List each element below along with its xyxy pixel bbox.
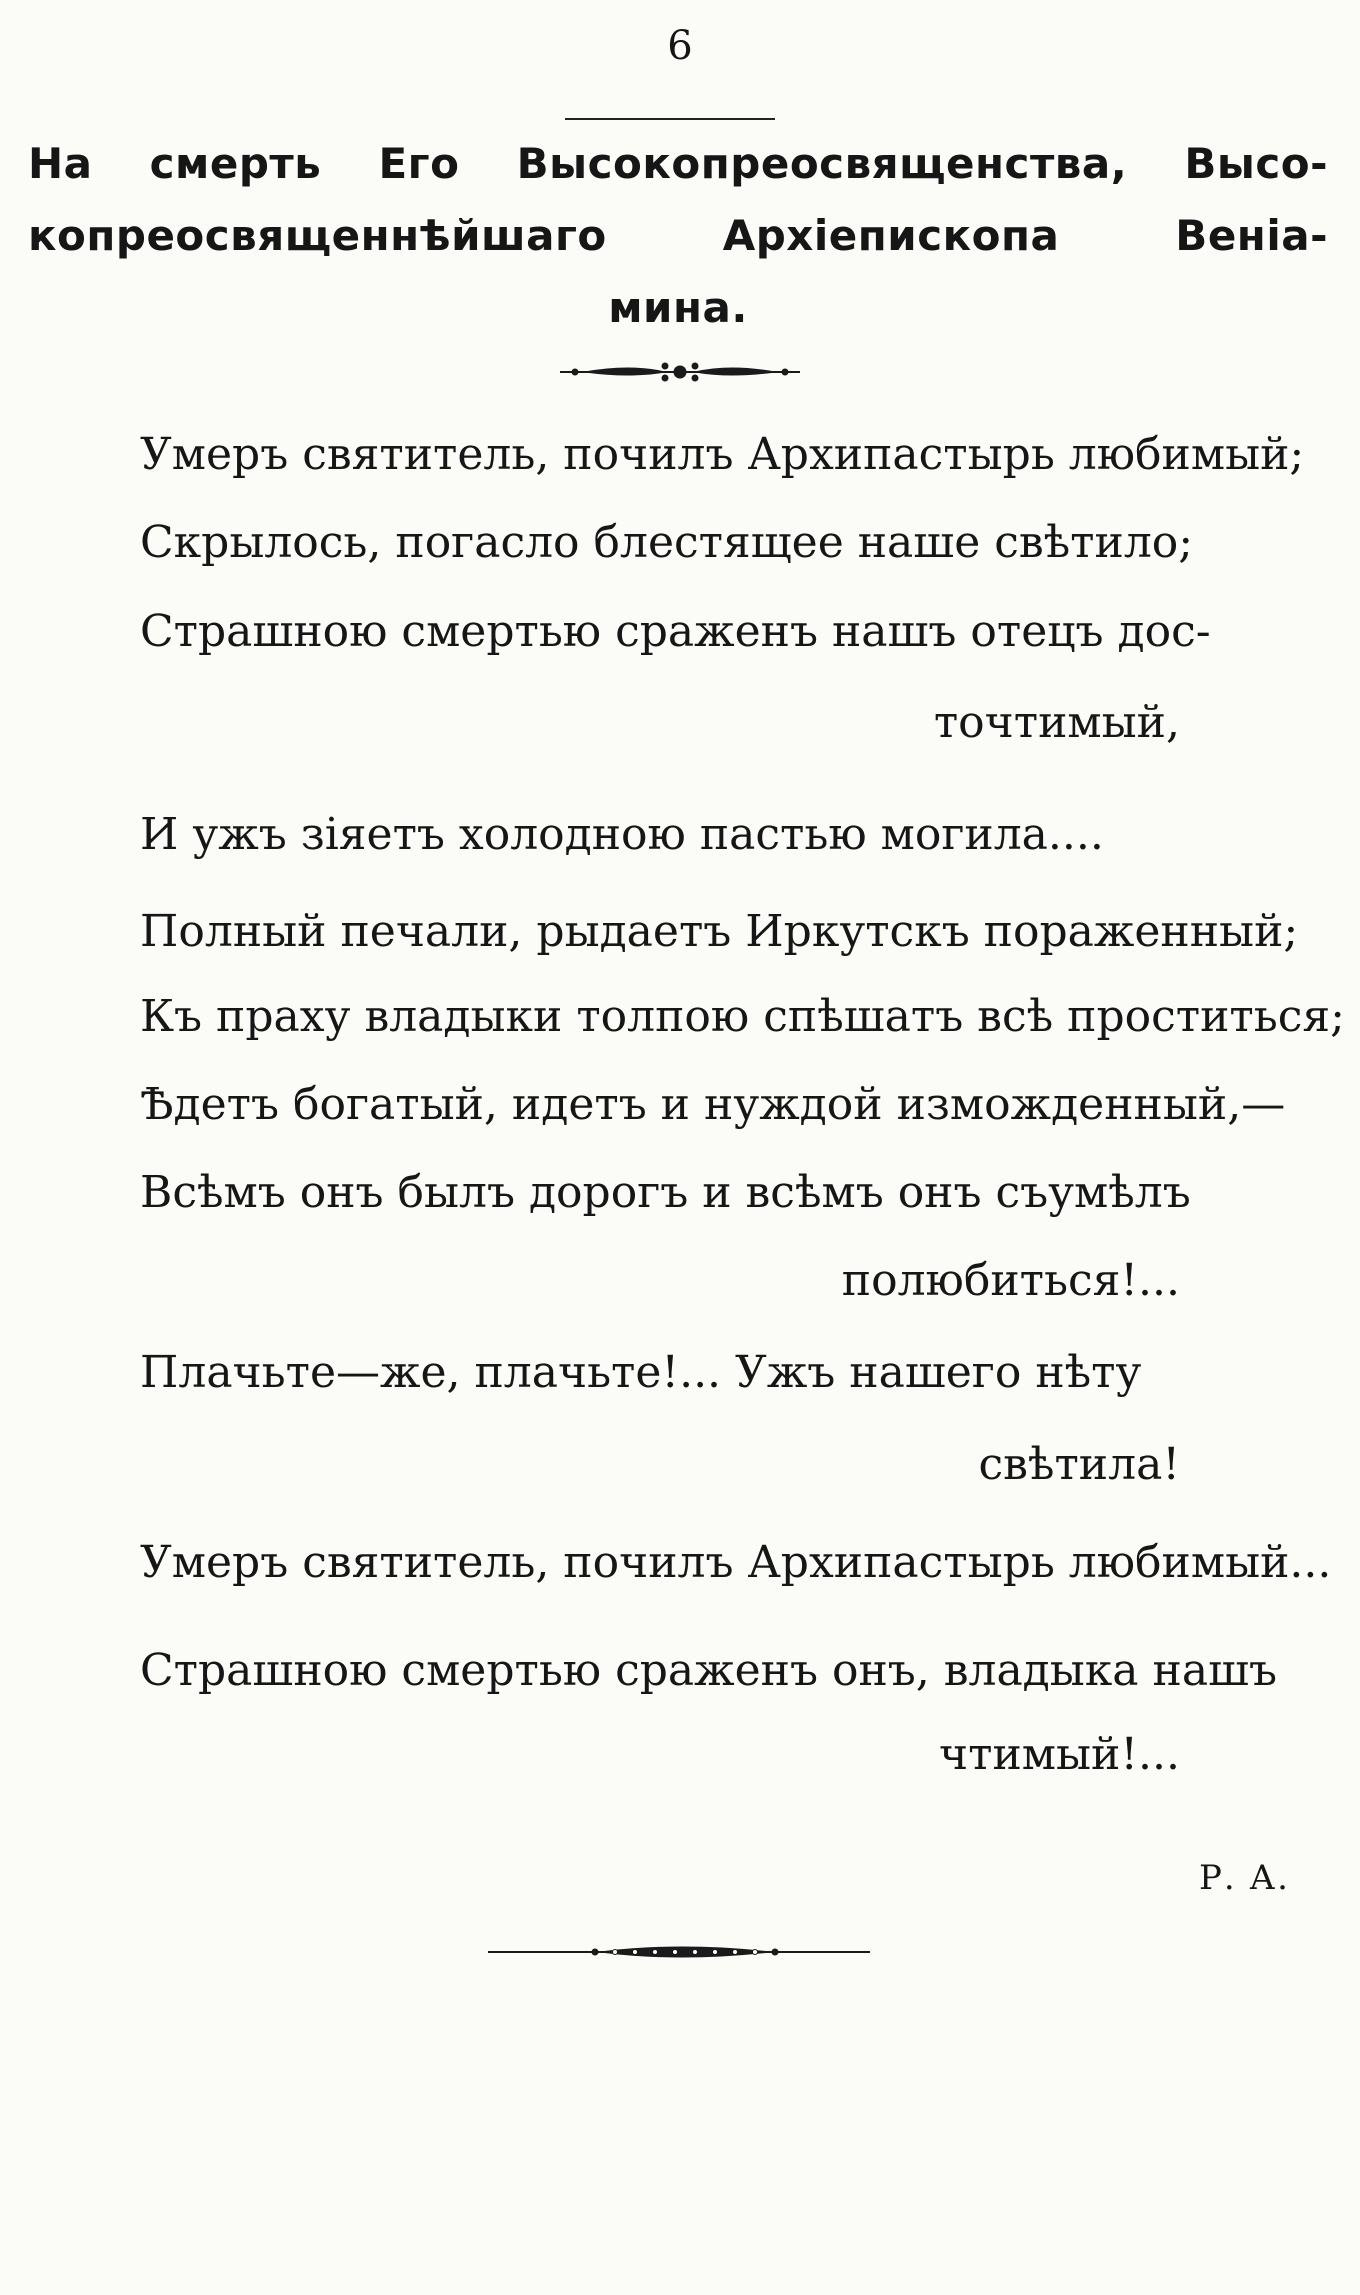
poem-line-continuation: чтимый!... bbox=[939, 1729, 1180, 1780]
poem-line: Всѣмъ онъ былъ дорогъ и всѣмъ онъ съумѣлъ bbox=[140, 1167, 1191, 1218]
poem-line-continuation: полюбиться!... bbox=[841, 1255, 1180, 1306]
poem-line: И ужъ зіяетъ холодною пастью могила.... bbox=[140, 809, 1104, 860]
poem-title bbox=[28, 128, 1328, 344]
poem-line: Страшною смертью сраженъ нашъ отецъ дос- bbox=[140, 606, 1211, 657]
poem-line: Плачьте—же, плачьте!... Ужъ нашего нѣту bbox=[140, 1347, 1142, 1398]
title-ornament bbox=[0, 352, 1360, 392]
poem-title-line-1: На смерть Его Высокопреосвященства, Высо- bbox=[28, 139, 1328, 188]
poem-line: Скрылось, погасло блестящее наше свѣтило; bbox=[140, 517, 1194, 568]
closing-ornament bbox=[0, 1932, 1360, 1972]
poem-line-continuation: точтимый, bbox=[933, 697, 1180, 748]
poem-title-line-3: мина. bbox=[608, 283, 748, 332]
poem-line: Ѣдетъ богатый, идетъ и нуждой изможденный,— bbox=[140, 1079, 1286, 1130]
poem-line: Умеръ святитель, почилъ Архипастырь любимый; bbox=[140, 429, 1305, 480]
poem-line: Страшною смертью сраженъ онъ, владыка нашъ bbox=[140, 1645, 1277, 1696]
poem-title-line-2: копреосвященнѣйшаго Архіепископа Веніа- bbox=[28, 211, 1328, 260]
poem-line: Полный печали, рыдаетъ Иркутскъ пораженный; bbox=[140, 906, 1299, 957]
page-number: 6 bbox=[667, 23, 693, 69]
page-number-rule bbox=[565, 118, 775, 120]
author-signature: Р. А. bbox=[1198, 1858, 1290, 1898]
poem-line-continuation: свѣтила! bbox=[978, 1439, 1180, 1490]
poem-line: Умеръ святитель, почилъ Архипастырь любимый... bbox=[140, 1537, 1332, 1588]
poem-line: Къ праху владыки толпою спѣшатъ всѣ проститься; bbox=[140, 991, 1345, 1042]
